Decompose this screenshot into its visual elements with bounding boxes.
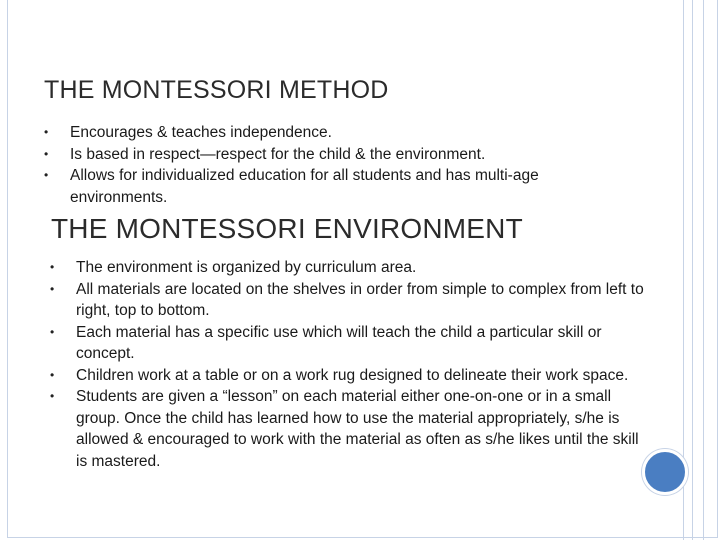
bullet-icon: • — [50, 389, 55, 403]
bullet-icon: • — [50, 367, 55, 382]
section-title-method: THE MONTESSORI METHOD — [44, 76, 389, 104]
bullet-icon: • — [50, 260, 55, 274]
bullet-text: The environment is organized by curriculum area. — [76, 259, 417, 276]
bullet-icon: • — [50, 324, 55, 339]
list-item — [44, 165, 604, 208]
bullet-icon: • — [50, 281, 55, 296]
list-item — [44, 122, 604, 144]
bullet-text: Children work at a table or on a work rug designed to delineate their work space. — [76, 366, 629, 384]
bullet-text: Encourages & teaches independence. — [70, 124, 332, 141]
decorative-rule — [703, 0, 704, 540]
section-title-environment: THE MONTESSORI ENVIRONMENT — [51, 213, 523, 244]
bullet-icon: • — [44, 168, 49, 182]
list-item — [50, 279, 650, 322]
bullet-text: Is based in respect—respect for the child & the environment. — [70, 145, 486, 163]
bullet-text: Each material has a specific use which will teach the child a particular skill or concept. — [76, 323, 602, 362]
bullet-text: All materials are located on the shelves in order from simple to complex from left to right, top to bottom. — [76, 280, 644, 319]
method-bullet-list — [44, 122, 604, 208]
list-item — [50, 386, 650, 472]
bullet-icon: • — [44, 146, 49, 161]
environment-bullet-list — [50, 257, 650, 472]
decorative-rule — [692, 0, 693, 540]
bullet-text: Students are given a “lesson” on each material either one-on-one or in a small group. Once the child has learned how to use the material appropriately, s/he is allowed & encouraged to work with the material as often as s/he likes until the skill is mastered. — [76, 388, 639, 470]
list-item — [50, 365, 650, 387]
list-item — [44, 144, 604, 166]
bullet-icon: • — [44, 125, 49, 139]
list-item — [50, 322, 650, 365]
list-item — [50, 257, 650, 279]
bullet-text: Allows for individualized education for all students and has multi-age environments. — [70, 167, 539, 206]
